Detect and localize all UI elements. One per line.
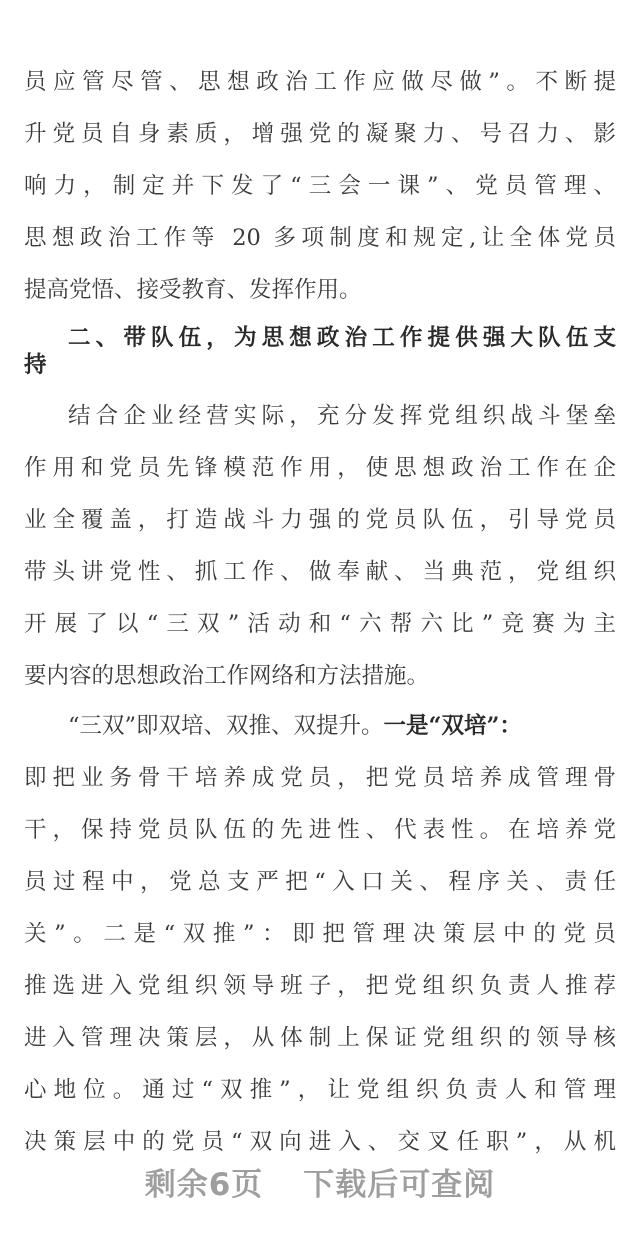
paragraph-line: 响力，制定并下发了“三会一课”、党员管理、: [24, 173, 616, 199]
paragraph-line: 员过程中，党总支严把“入口关、程序关、责任: [24, 869, 616, 895]
paragraph-line: 带头讲党性、抓工作、做奉献、当典范，党组织: [24, 559, 616, 585]
paragraph-line: 业全覆盖，打造战斗力强的党员队伍，引导党员: [24, 507, 616, 533]
paragraph-line: 结合企业经营实际，充分发挥党组织战斗堡垒: [68, 403, 616, 429]
paragraph-line: 推选进入党组织领导班子，把党组织负责人推荐: [24, 973, 616, 999]
remaining-pages-banner[interactable]: [0, 1162, 640, 1208]
section-heading: 持: [24, 352, 47, 378]
paragraph-line: 员应管尽管、思想政治工作应做尽做”。不断提: [24, 69, 616, 95]
remaining-pages-text: 剩余6页: [144, 1167, 264, 1203]
paragraph-line: 决策层中的党员“双向进入、交叉任职”，从机: [24, 1129, 616, 1155]
paragraph-line: 进入管理决策层，从体制上保证党组织的领导核: [24, 1025, 616, 1051]
paragraph-line: 思想政治工作等 20 多项制度和规定,让全体党员: [24, 225, 616, 251]
paragraph-line: 关”。二是“双推”：即把管理决策层中的党员: [24, 921, 616, 947]
paragraph-line: 即把业务骨干培养成党员，把党员培养成管理骨: [24, 765, 616, 791]
download-to-view-link[interactable]: 下载后可查阅: [303, 1167, 496, 1203]
paragraph-line: 开展了以“三双”活动和“六帮六比”竞赛为主: [24, 611, 616, 637]
paragraph-line: 作用和党员先锋模范作用，使思想政治工作在企: [24, 455, 616, 481]
paragraph-line: 干，保持党员队伍的先进性、代表性。在培养党: [24, 817, 616, 843]
bold-subheading: 一是“双培”：: [383, 713, 522, 739]
section-heading: 二、带队伍，为思想政治工作提供强大队伍支: [68, 325, 616, 351]
paragraph-line: 心地位。通过“双推”，让党组织负责人和管理: [24, 1077, 616, 1103]
paragraph-line: [68, 706, 616, 746]
paragraph-line: 升党员自身素质，增强党的凝聚力、号召力、影: [24, 121, 616, 147]
paragraph-line: 要内容的思想政治工作网络和方法措施。: [24, 663, 430, 689]
intro-text: “三双”即双培、双推、双提升。: [68, 713, 384, 739]
paragraph-line: 提高党悟、接受教育、发挥作用。: [24, 277, 362, 303]
